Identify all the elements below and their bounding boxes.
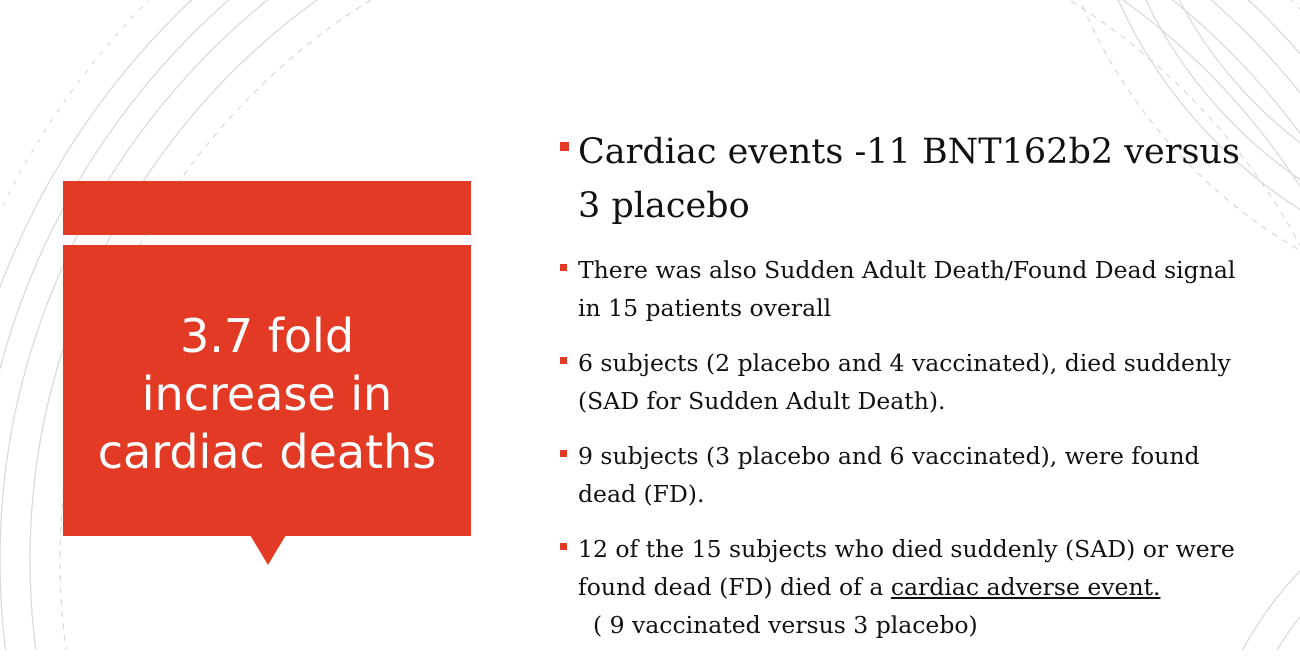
sub-bullet-text: 6 subjects (2 placebo and 4 vaccinated), died suddenly (SAD for Sudden Adult Death). <box>578 349 1231 415</box>
sub-bullet <box>556 344 1246 420</box>
callout-pointer <box>250 535 286 565</box>
sub-bullet-text-after: ( 9 vaccinated versus 3 placebo) <box>578 611 978 639</box>
sub-bullet-text-before: 12 of the 15 subjects who died suddenly (SAD) or were found dead (FD) died of a <box>578 535 1235 601</box>
bullet-marker-icon <box>560 450 567 457</box>
bullet-marker-icon <box>560 264 567 271</box>
title-accent-bar <box>63 181 471 235</box>
sub-bullet <box>556 251 1246 327</box>
bullet-marker-icon <box>560 142 569 151</box>
callout-text: 3.7 fold increase in cardiac deaths <box>97 308 437 479</box>
bullet-list <box>556 125 1246 661</box>
sub-bullet <box>556 437 1246 513</box>
bullet-marker-icon <box>560 543 567 550</box>
sub-bullet <box>556 530 1246 644</box>
sub-bullet-text-underlined: cardiac adverse event. <box>890 573 1161 601</box>
bullet-marker-icon <box>560 357 567 364</box>
main-bullet-text: Cardiac events -11 BNT162b2 versus 3 placebo <box>578 132 1240 226</box>
sub-bullet-text: There was also Sudden Adult Death/Found Dead signal in 15 patients overall <box>578 256 1236 322</box>
main-bullet <box>556 125 1246 233</box>
callout-box <box>63 245 471 536</box>
sub-bullet-text: 9 subjects (3 placebo and 6 vaccinated), were found dead (FD). <box>578 442 1200 508</box>
